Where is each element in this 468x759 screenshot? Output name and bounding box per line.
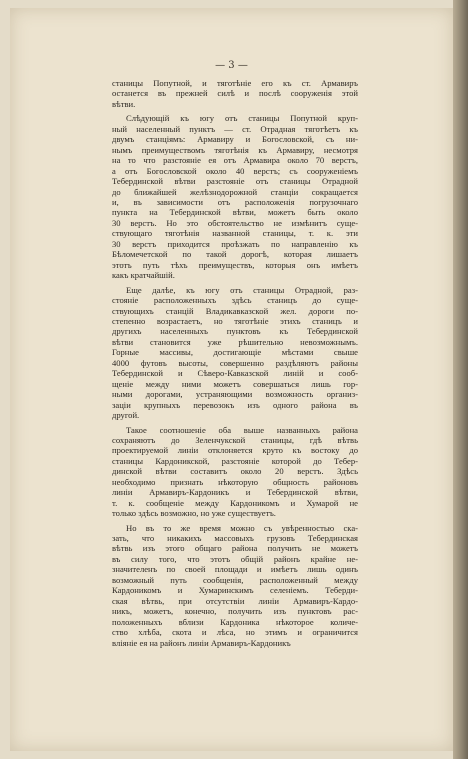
- text-line: Еще далѣе, къ югу отъ станицы Отрадной, раз-: [126, 284, 358, 295]
- text-line: никъ, можетъ, конечно, получить изъ пунктовъ рас-: [112, 606, 358, 617]
- text-line: линіи Армавиръ-Кардоникъ и Тебердинской вѣтви,: [112, 487, 358, 498]
- text-line: 30 верстъ. Но это обстоятельство не измѣнитъ суще-: [112, 217, 358, 228]
- text-line: Кардоникомъ и Хумаринскимъ селеніемъ. Теберди-: [112, 585, 358, 596]
- text-line: щеніе между ними можетъ совершаться лишь гор-: [112, 378, 358, 389]
- paragraph: [112, 113, 358, 280]
- text-line: ство хлѣба, скота и лѣса, но этимъ и ограничится: [112, 627, 358, 638]
- text-line: станицы Кардоникской, разстояніе которой до Тебер-: [112, 455, 358, 466]
- text-line: возможный путь сообщенія, расположенный между: [112, 574, 358, 585]
- text-line: степенно возрастаетъ, но тяготѣніе этихъ станицъ и: [112, 315, 358, 326]
- text-line: т. к. сообщеніе между Кардоникомъ и Хумарой не: [112, 497, 358, 508]
- text-line: какъ кратчайшій.: [112, 270, 175, 281]
- text-line: ствующихъ станцій Владикавказской жел. дороги по-: [112, 305, 358, 316]
- text-line: двумъ станціямъ: Армавиру и Богословской, съ ни-: [112, 134, 358, 145]
- text-line: Тебердинской вѣтви разстояніе отъ станицы Отрадной: [112, 176, 358, 187]
- book-spine-edge: [453, 0, 468, 759]
- text-line: заціи крупныхъ перевозокъ изъ одного района въ: [112, 399, 358, 410]
- paragraph: [112, 425, 358, 519]
- text-line: стояніе расположенныхъ здѣсь станицъ до суще-: [112, 295, 358, 306]
- text-line: ствующаго тяготѣнія названной станицы, т. к. эти: [112, 228, 358, 239]
- text-line: а отъ Богословской около 40 верстъ; съ сооруженіемъ: [112, 165, 358, 176]
- text-line: на то что разстояніе ея отъ Армавира около 70 верстъ,: [112, 155, 358, 166]
- text-line: другой.: [112, 410, 140, 421]
- text-line: вліяніе ея на районъ линіи Армавиръ-Кардоникъ: [112, 637, 291, 648]
- text-line: ская вѣтвь, при отсутствіи линіи Армавиръ-Кардо-: [112, 595, 358, 606]
- paragraph: [112, 285, 358, 421]
- text-line: Тебердинской и Сѣверо-Кавказской линій и сооб-: [112, 368, 358, 379]
- text-line: сохраняютъ до Зеленчукской станицы, гдѣ вѣтвь: [112, 434, 358, 445]
- paragraph: [112, 523, 358, 648]
- text-line: Слѣдующій къ югу отъ станицы Попутной круп-: [126, 113, 358, 124]
- text-line: нымъ преимуществомъ тяготѣнія къ Армавиру, несмотря: [112, 144, 358, 155]
- text-line: до ближайшей желѣзнодорожной станціи сокращается: [112, 186, 358, 197]
- text-line: вѣтви.: [112, 98, 136, 109]
- text-line: Такое соотношеніе оба выше названныхъ района: [126, 424, 358, 435]
- text-line: положенныхъ вблизи Кардоника нѣкоторое количе-: [112, 616, 358, 627]
- text-line: другихъ населенныхъ пунктовъ къ Тебердинской: [112, 326, 358, 337]
- paragraph: [112, 78, 358, 109]
- text-line: станицы Попутной, и тяготѣніе его къ ст. Армавиръ: [112, 78, 358, 88]
- text-line: Горные массивы, достигающіе мѣстами свыше: [112, 347, 358, 358]
- page-number: — 3 —: [215, 60, 248, 71]
- text-line: значителенъ по своей площади и имѣетъ лишь одинъ: [112, 564, 358, 575]
- text-line: 30 верстъ приходится проѣзжать по направленію къ: [112, 238, 358, 249]
- body-text: [112, 78, 358, 652]
- text-line: этотъ путь тѣхъ преимуществъ, которыя онъ имѣетъ: [112, 259, 358, 270]
- text-line: останется въ прежней силѣ и послѣ сооруженія этой: [112, 88, 358, 99]
- text-line: вѣтви становится уже рѣшительно невозможнымъ.: [112, 336, 358, 347]
- text-line: пункта на Тебердинской вѣтви, можетъ быть около: [112, 207, 358, 218]
- text-line: зать, что никакихъ массовыхъ грузовъ Тебердинская: [112, 533, 358, 544]
- text-line: проектируемой линіи отклоняется круто къ востоку до: [112, 445, 358, 456]
- text-line: динской вѣтви составитъ около 20 верстъ. Здѣсь: [112, 466, 358, 477]
- text-line: вѣтвь изъ этого общаго района получить не можетъ: [112, 543, 358, 554]
- text-line: ный населенный пунктъ — ст. Отрадная тяготѣетъ къ: [112, 123, 358, 134]
- text-line: Но въ то же время можно съ увѣренностью ска-: [126, 522, 358, 533]
- text-line: необходимо признать нѣкоторую общность районовъ: [112, 476, 358, 487]
- text-line: ными дорогами, устраняющими возможность организ-: [112, 389, 358, 400]
- text-line: 4000 футовъ высоты, совершенно раздѣляютъ районы: [112, 357, 358, 368]
- text-line: въ силу того, что этотъ общій районъ крайне не-: [112, 553, 358, 564]
- text-line: Бѣломечетской по такой дорогѣ, которая лишаетъ: [112, 249, 358, 260]
- book-page: [10, 8, 453, 751]
- text-line: и, въ зависимости отъ расположенія погрузочнаго: [112, 196, 358, 207]
- text-line: только здѣсь возможно, но уже существуетъ.: [112, 508, 276, 519]
